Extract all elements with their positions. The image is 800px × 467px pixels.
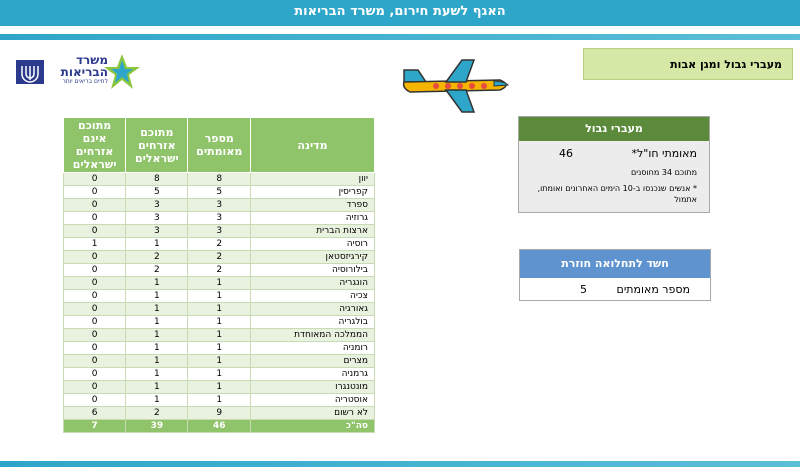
cell-non-israeli: 0 [64, 173, 126, 186]
cell-country: הונגריה [251, 277, 375, 290]
logo-text [50, 54, 108, 86]
border-box-title: מעברי גבול [519, 117, 709, 141]
cell-israeli: 1 [126, 303, 188, 316]
cell-country: קפריסין [251, 186, 375, 199]
cell-confirmed: 2 [188, 251, 251, 264]
footer-divider [0, 461, 800, 467]
table-row [64, 264, 375, 277]
cell-confirmed: 2 [188, 264, 251, 277]
cell-country: גרוזיה [251, 212, 375, 225]
cell-non-israeli: 0 [64, 225, 126, 238]
header-country: מדינה [251, 118, 375, 173]
border-confirmed-label: מאומתי חו"ל* [631, 147, 697, 160]
section-banner [583, 48, 793, 80]
cell-non-israeli: 7 [64, 420, 126, 433]
cell-israeli: 1 [126, 381, 188, 394]
cell-israeli: 1 [126, 316, 188, 329]
reinfection-box [519, 249, 711, 301]
cell-confirmed: 3 [188, 199, 251, 212]
header-divider [0, 34, 800, 40]
table-row [64, 225, 375, 238]
border-confirmed-value: 46 [559, 147, 573, 160]
cell-confirmed: 1 [188, 342, 251, 355]
cell-country: רוסיה [251, 238, 375, 251]
table-row [64, 277, 375, 290]
logo-line2: הבריאות [60, 65, 108, 79]
header-title: האגף לשעת חירום, משרד הבריאות [294, 4, 506, 19]
cell-israeli: 1 [126, 355, 188, 368]
cell-non-israeli: 0 [64, 264, 126, 277]
cell-non-israeli: 0 [64, 329, 126, 342]
page-header [0, 0, 800, 26]
cell-country: קירגיזסטאן [251, 251, 375, 264]
table-row [64, 368, 375, 381]
cell-non-israeli: 0 [64, 381, 126, 394]
cell-israeli: 2 [126, 251, 188, 264]
cell-country: בולגריה [251, 316, 375, 329]
cell-israeli: 3 [126, 199, 188, 212]
table-row [64, 316, 375, 329]
countries-table [63, 117, 375, 433]
cell-confirmed: 1 [188, 368, 251, 381]
table-row [64, 238, 375, 251]
cell-country: מונטנגרו [251, 381, 375, 394]
table-row [64, 212, 375, 225]
table-row [64, 355, 375, 368]
table-row [64, 251, 375, 264]
cell-country: הממלכה המאוחדת [251, 329, 375, 342]
cell-confirmed: 1 [188, 381, 251, 394]
border-crossings-box [518, 116, 710, 213]
cell-israeli: 3 [126, 212, 188, 225]
cell-non-israeli: 0 [64, 303, 126, 316]
banner-label: מעברי גבול ומגן אבות [670, 58, 782, 71]
cell-israeli: 39 [126, 420, 188, 433]
cell-confirmed: 8 [188, 173, 251, 186]
logo-tagline: לחיים בריאים יותר [62, 78, 108, 85]
cell-confirmed: 9 [188, 407, 251, 420]
cell-country: אוסטריה [251, 394, 375, 407]
cell-israeli: 1 [126, 368, 188, 381]
airplane-icon [396, 58, 514, 114]
header-confirmed: מספר מאומתים [188, 118, 251, 173]
cell-israeli: 1 [126, 394, 188, 407]
cell-israeli: 2 [126, 264, 188, 277]
cell-country: גרמניה [251, 368, 375, 381]
border-footnote: * אנשים שנכנסו ב-10 הימים האחרונים ואומתו, אתמול [537, 184, 697, 204]
cell-confirmed: 1 [188, 355, 251, 368]
cell-confirmed: 3 [188, 212, 251, 225]
table-row [64, 329, 375, 342]
table-row [64, 303, 375, 316]
star-icon [102, 52, 142, 92]
table-row [64, 381, 375, 394]
cell-country: ספרד [251, 199, 375, 212]
cell-israeli: 3 [126, 225, 188, 238]
border-confirmed-line [519, 141, 709, 160]
cell-confirmed: 1 [188, 277, 251, 290]
cell-non-israeli: 0 [64, 290, 126, 303]
cell-country: מצרים [251, 355, 375, 368]
cell-country: ארצות הברית [251, 225, 375, 238]
cell-confirmed: 1 [188, 394, 251, 407]
cell-non-israeli: 0 [64, 394, 126, 407]
table-row [64, 342, 375, 355]
cell-confirmed: 1 [188, 329, 251, 342]
cell-country: רומניה [251, 342, 375, 355]
cell-israeli: 5 [126, 186, 188, 199]
header-non-israeli: מתוכם אינם אזרחים ישראלים [64, 118, 126, 173]
table-total-row [64, 420, 375, 433]
cell-confirmed: 1 [188, 303, 251, 316]
ministry-logo [16, 52, 134, 92]
reinfection-label: מספר מאומתים [616, 283, 690, 296]
cell-confirmed: 1 [188, 316, 251, 329]
cell-israeli: 8 [126, 173, 188, 186]
cell-israeli: 1 [126, 238, 188, 251]
cell-non-israeli: 0 [64, 212, 126, 225]
cell-country: לא רשום [251, 407, 375, 420]
table-row [64, 290, 375, 303]
reinfection-value: 5 [580, 283, 587, 296]
cell-country: יוון [251, 173, 375, 186]
cell-israeli: 1 [126, 342, 188, 355]
cell-non-israeli: 0 [64, 277, 126, 290]
border-vaccinated-note: מתוכם 34 מחוסנים [630, 168, 697, 177]
header-israeli: מתוכם אזרחים ישראלים [126, 118, 188, 173]
cell-israeli: 2 [126, 407, 188, 420]
table-row [64, 394, 375, 407]
cell-non-israeli: 0 [64, 368, 126, 381]
menorah-icon [16, 60, 44, 84]
cell-country: גאורגיה [251, 303, 375, 316]
cell-non-israeli: 0 [64, 355, 126, 368]
table-row [64, 186, 375, 199]
cell-country: צכיה [251, 290, 375, 303]
logo-line1: משרד [75, 53, 108, 67]
cell-non-israeli: 0 [64, 342, 126, 355]
cell-israeli: 1 [126, 290, 188, 303]
table-row [64, 173, 375, 186]
cell-non-israeli: 0 [64, 186, 126, 199]
cell-confirmed: 1 [188, 290, 251, 303]
table-row [64, 199, 375, 212]
cell-confirmed: 2 [188, 238, 251, 251]
cell-israeli: 1 [126, 329, 188, 342]
cell-non-israeli: 0 [64, 251, 126, 264]
cell-non-israeli: 1 [64, 238, 126, 251]
table-row [64, 407, 375, 420]
cell-israeli: 1 [126, 277, 188, 290]
cell-confirmed: 46 [188, 420, 251, 433]
cell-non-israeli: 0 [64, 199, 126, 212]
cell-confirmed: 3 [188, 225, 251, 238]
table-header-row [64, 118, 375, 173]
reinfection-title: חשד לתחלואה חוזרת [520, 250, 710, 278]
cell-country: בילורוסיה [251, 264, 375, 277]
cell-country: סה"כ [251, 420, 375, 433]
cell-non-israeli: 6 [64, 407, 126, 420]
reinfection-line [520, 278, 710, 296]
cell-confirmed: 5 [188, 186, 251, 199]
cell-non-israeli: 0 [64, 316, 126, 329]
